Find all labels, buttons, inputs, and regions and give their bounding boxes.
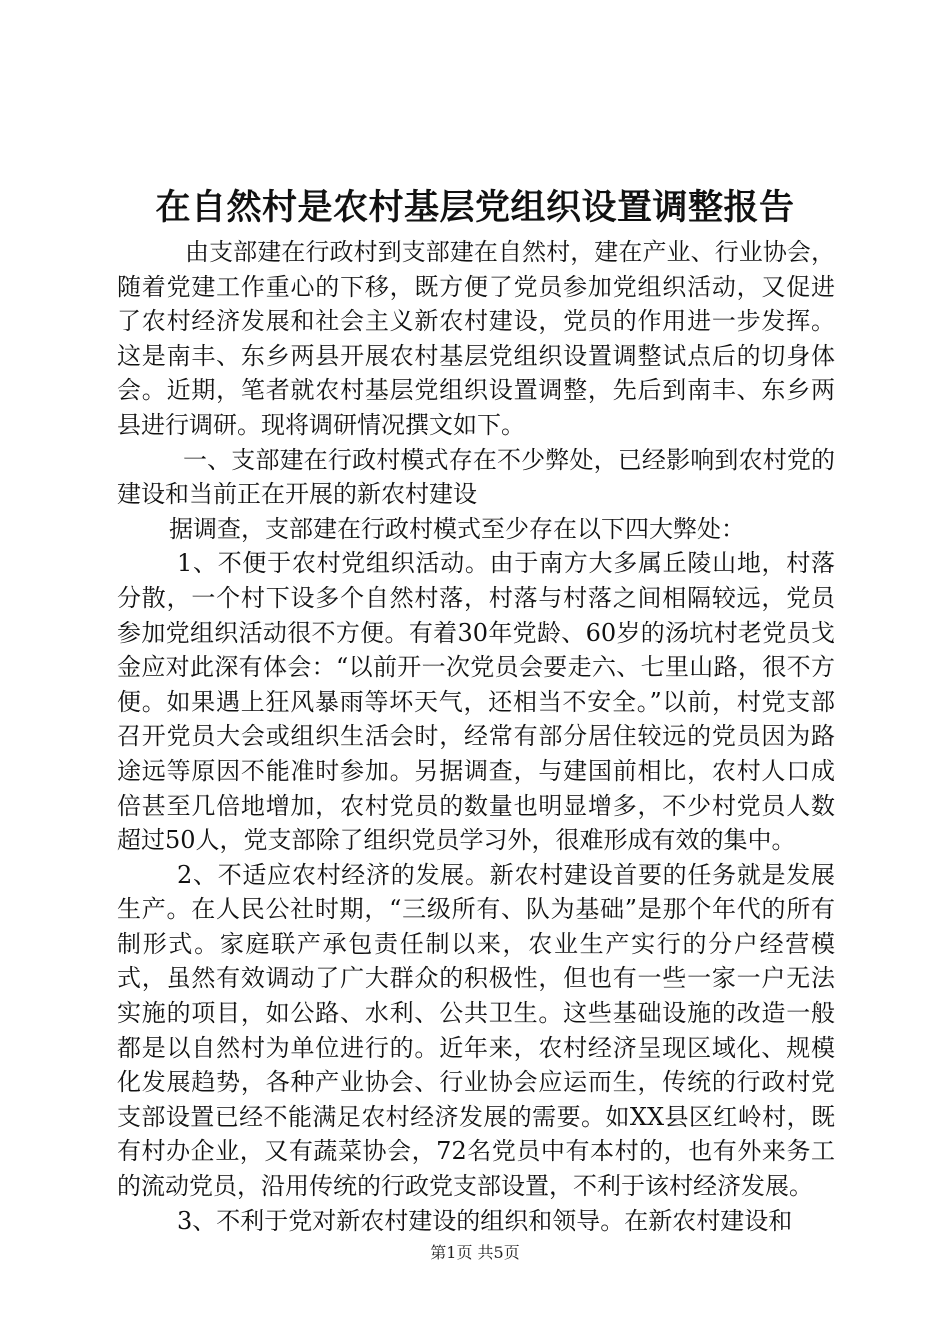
paragraph-point-3: 3、不利于党对新农村建设的组织和领导。在新农村建设和 (177, 1206, 793, 1235)
document-body (117, 235, 835, 1238)
paragraph-survey: 据调查，支部建在行政村模式至少存在以下四大弊处： (169, 514, 745, 543)
section-heading-1: 一、支部建在行政村模式存在不少弊处，已经影响到农村党的建设和当前正在开展的新农村建设 (117, 445, 835, 509)
paragraph-intro: 由支部建在行政村到支部建在自然村，建在产业、行业协会，随着党建工作重心的下移，既方便了党员参加党组织活动，又促进了农村经济发展和社会主义新农村建设，党员的作用进一步发挥。这是南丰、东乡两县开展农村基层党组织设置调整试点后的切身体会。近期，笔者就农村基层党组织设置调整，先后到南丰、东乡两县进行调研。现将调研情况撰文如下。 (117, 238, 835, 439)
document-title: 在自然村是农村基层党组织设置调整报告 (155, 187, 795, 228)
page-footer: 第1页 共5页 (430, 1243, 520, 1262)
paragraph-point-2: 2、不适应农村经济的发展。新农村建设首要的任务就是发展生产。在人民公社时期，“三级所有、队为基础”是那个年代的所有制形式。家庭联产承包责任制以来，农业生产实行的分户经营模式，虽然有效调动了广大群众的积极性，但也有一些一家一户无法实施的项目，如公路、水利、公共卫生。这些基础设施的改造一般都是以自然村为单位进行的。近年来，农村经济呈现区域化、规模化发展趋势，各种产业协会、行业协会应运而生，传统的行政村党支部设置已经不能满足农村经济发展的需要。如XX县区红岭村，既有村办企业，又有蔬菜协会，72名党员中有本村的，也有外来务工的流动党员，沿用传统的行政党支部设置，不利于该村经济发展。 (117, 860, 835, 1201)
paragraph-point-1: 1、不便于农村党组织活动。由于南方大多属丘陵山地，村落分散，一个村下设多个自然村落，村落与村落之间相隔较远，党员参加党组织活动很不方便。有着30年党龄、60岁的汤坑村老党员戈金应对此深有体会：“以前开一次党员会要走六、七里山路，很不方便。如果遇上狂风暴雨等坏天气，还相当不安全。”以前，村党支部召开党员大会或组织生活会时，经常有部分居住较远的党员因为路途远等原因不能准时参加。另据调查，与建国前相比，农村人口成倍甚至几倍地增加，农村党员的数量也明显增多，不少村党员人数超过50人，党支部除了组织党员学习外，很难形成有效的集中。 (117, 549, 835, 855)
